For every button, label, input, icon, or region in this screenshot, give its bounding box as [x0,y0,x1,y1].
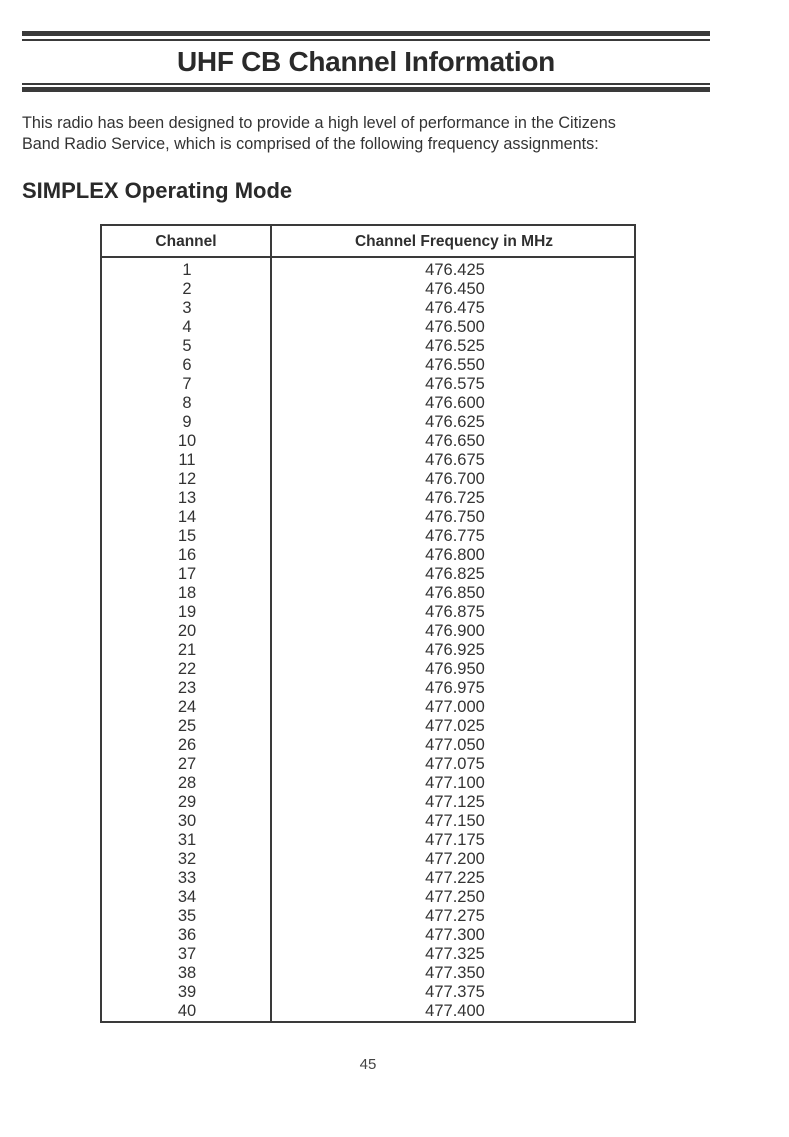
channel-frequency: 477.025 [425,717,485,735]
channel-frequency: 476.575 [425,375,485,393]
channel-number: 29 [177,793,197,811]
channel-frequency: 476.800 [425,546,485,564]
channel-number: 20 [177,622,197,640]
channel-frequency: 476.525 [425,337,485,355]
channel-frequency: 476.650 [425,432,485,450]
header-frequency: Channel Frequency in MHz [354,233,554,250]
table-row [102,888,634,907]
channel-number: 30 [177,812,197,830]
channel-number: 3 [182,299,192,317]
channel-frequency: 477.175 [425,831,485,849]
channel-number: 23 [177,679,197,697]
intro-line-2: Band Radio Service, which is comprised of the following frequency assignments: [22,135,599,153]
channel-number: 9 [182,413,192,431]
channel-number: 25 [177,717,197,735]
channel-frequency: 476.675 [425,451,485,469]
channel-frequency: 476.900 [425,622,485,640]
table-row [102,432,634,451]
channel-number: 40 [177,1002,197,1020]
channel-number: 10 [177,432,197,450]
channel-number: 14 [177,508,197,526]
channel-number: 26 [177,736,197,754]
header-channel: Channel [155,233,217,250]
channel-number: 13 [177,489,197,507]
table-row [102,945,634,964]
channel-frequency: 476.725 [425,489,485,507]
channel-frequency: 477.100 [425,774,485,792]
channel-number: 22 [177,660,197,678]
channel-number: 19 [177,603,197,621]
table-row [102,850,634,869]
table-row [102,451,634,470]
table-row [102,717,634,736]
channel-frequency: 477.375 [425,983,485,1001]
channel-frequency: 476.750 [425,508,485,526]
table-row [102,299,634,318]
channel-number: 2 [182,280,192,298]
channel-frequency: 477.350 [425,964,485,982]
table-row [102,280,634,299]
channel-frequency: 477.125 [425,793,485,811]
table-row [102,907,634,926]
table-row [102,679,634,698]
table-row [102,641,634,660]
table-row [102,318,634,337]
table-row [102,660,634,679]
channel-number: 32 [177,850,197,868]
table-row [102,394,634,413]
channel-number: 27 [177,755,197,773]
table-row [102,736,634,755]
channel-frequency: 477.275 [425,907,485,925]
channel-frequency: 476.950 [425,660,485,678]
channel-frequency: 477.075 [425,755,485,773]
table-row [102,983,634,1002]
page-number: 45 [359,1056,377,1073]
channel-frequency: 477.250 [425,888,485,906]
channel-number: 33 [177,869,197,887]
table-row [102,565,634,584]
channel-frequency: 476.825 [425,565,485,583]
channel-frequency: 476.550 [425,356,485,374]
channel-number: 35 [177,907,197,925]
channel-frequency: 476.475 [425,299,485,317]
channel-number: 7 [182,375,192,393]
title-rule-top-thick [22,31,710,36]
title-rule-bottom-thin [22,83,710,85]
table-row [102,964,634,983]
table-row [102,603,634,622]
channel-frequency: 477.400 [425,1002,485,1020]
channel-frequency: 477.000 [425,698,485,716]
table-row [102,356,634,375]
table-row [102,812,634,831]
table-row [102,793,634,812]
channel-number: 6 [182,356,192,374]
intro-paragraph [22,113,722,155]
table-row [102,337,634,356]
channel-number: 21 [177,641,197,659]
table-row [102,1002,634,1021]
table-row [102,926,634,945]
channel-frequency: 476.425 [425,261,485,279]
table-row [102,584,634,603]
title-rule-top-thin [22,39,710,41]
table-row [102,698,634,717]
page-title: UHF CB Channel Information [177,46,555,77]
intro-line-1: This radio has been designed to provide a high level of performance in the Citizens [22,114,616,132]
channel-frequency: 476.775 [425,527,485,545]
table-header [102,226,634,258]
channel-number: 34 [177,888,197,906]
channel-number: 24 [177,698,197,716]
channel-table [100,224,636,1023]
channel-frequency: 476.925 [425,641,485,659]
channel-frequency: 477.050 [425,736,485,754]
channel-frequency: 476.975 [425,679,485,697]
table-row [102,774,634,793]
table-row [102,489,634,508]
channel-frequency: 477.225 [425,869,485,887]
channel-number: 5 [182,337,192,355]
table-row [102,375,634,394]
table-row [102,755,634,774]
channel-number: 39 [177,983,197,1001]
table-row [102,831,634,850]
table-row [102,546,634,565]
channel-frequency: 476.600 [425,394,485,412]
table-row [102,527,634,546]
channel-number: 36 [177,926,197,944]
table-row [102,869,634,888]
title-rule-bottom-thick [22,87,710,92]
channel-number: 4 [182,318,192,336]
channel-frequency: 476.450 [425,280,485,298]
channel-frequency: 476.500 [425,318,485,336]
channel-frequency: 476.625 [425,413,485,431]
channel-number: 37 [177,945,197,963]
channel-number: 16 [177,546,197,564]
channel-frequency: 477.200 [425,850,485,868]
channel-number: 15 [177,527,197,545]
channel-frequency: 476.875 [425,603,485,621]
channel-number: 17 [177,565,197,583]
channel-number: 38 [177,964,197,982]
channel-frequency: 477.150 [425,812,485,830]
channel-number: 12 [177,470,197,488]
channel-frequency: 476.850 [425,584,485,602]
section-heading: SIMPLEX Operating Mode [22,178,293,203]
table-row [102,413,634,432]
channel-number: 28 [177,774,197,792]
channel-number: 11 [178,451,196,469]
table-body [102,261,634,1021]
table-row [102,261,634,280]
table-row [102,470,634,489]
channel-number: 31 [177,831,197,849]
channel-number: 8 [182,394,192,412]
channel-frequency: 477.300 [425,926,485,944]
channel-number: 1 [182,261,192,279]
channel-frequency: 476.700 [425,470,485,488]
channel-number: 18 [177,584,197,602]
channel-frequency: 477.325 [425,945,485,963]
table-row [102,508,634,527]
table-row [102,622,634,641]
